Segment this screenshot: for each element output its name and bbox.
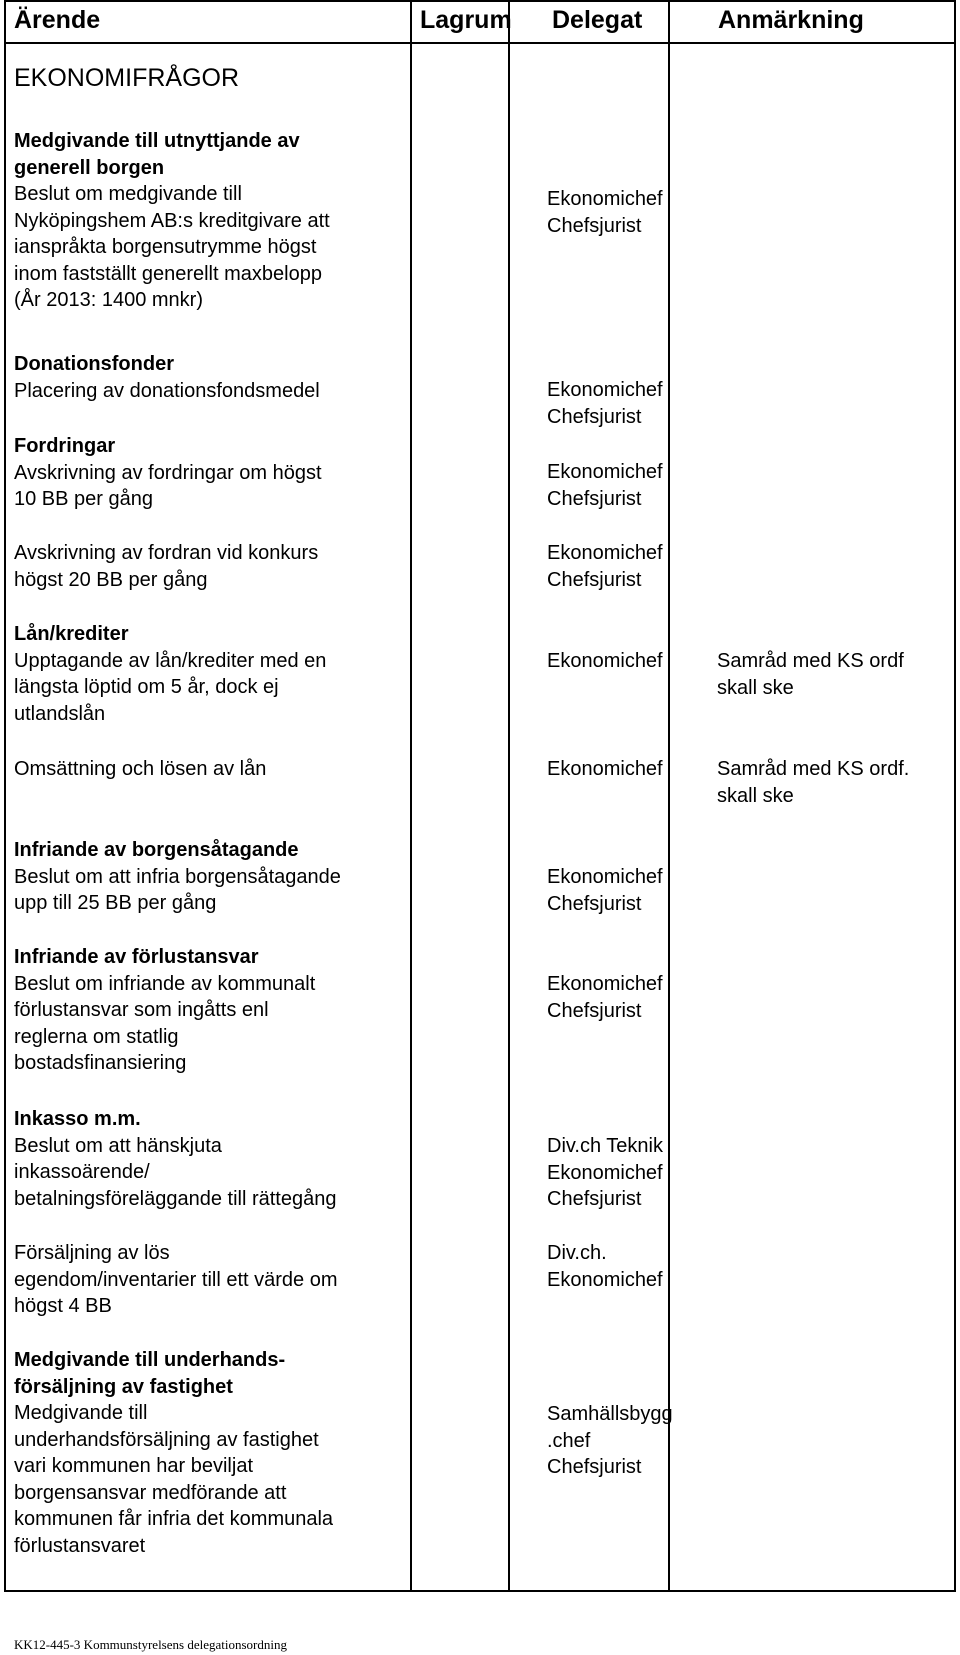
delegat-text: Chefsjurist (547, 487, 642, 510)
row-text: Placering av donationsfondsmedel (14, 379, 320, 402)
delegat-text: Ekonomichef (547, 379, 663, 401)
delegat-text: Ekonomichef (547, 461, 663, 483)
row-anmarkning (717, 756, 909, 809)
delegat-text: Ekonomichef (547, 1161, 663, 1184)
row-text: vari kommunen har beviljat (14, 1455, 253, 1477)
row-text: inom fastställt generellt maxbelopp (14, 262, 322, 285)
row-delegat (547, 459, 663, 512)
row-text: förlustansvaret (14, 1534, 146, 1557)
page-footer: KK12-445-3 Kommunstyrelsens delegationsordning (14, 1637, 287, 1652)
row-arende (14, 837, 341, 917)
delegat-text: Chefsjurist (547, 999, 642, 1022)
delegat-text: Samhällsbygg (547, 1403, 673, 1425)
row-title: Infriande av förlustansvar (14, 946, 259, 968)
row-delegat (547, 1133, 663, 1213)
anmarkning-text: skall ske (717, 676, 794, 699)
row-text: Nyköpingshem AB:s kreditgivare att (14, 209, 330, 232)
row-text: högst 20 BB per gång (14, 568, 208, 591)
delegat-text: Chefsjurist (547, 892, 642, 915)
row-arende (14, 1240, 338, 1320)
row-text: förlustansvar som ingåtts enl (14, 999, 269, 1021)
row-text: högst 4 BB (14, 1295, 112, 1317)
row-arende (14, 1347, 333, 1559)
delegat-text: Chefsjurist (547, 1188, 642, 1210)
row-text: Omsättning och lösen av lån (14, 758, 267, 780)
row-text: betalningsföreläggande till rättegång (14, 1187, 337, 1210)
row-delegat (547, 186, 663, 239)
row-text: upp till 25 BB per gång (14, 892, 217, 914)
delegat-text: Chefsjurist (547, 405, 642, 428)
row-text: Beslut om att hänskjuta (14, 1134, 222, 1157)
row-text: Medgivande till (14, 1402, 148, 1424)
row-arende (14, 944, 315, 1077)
row-arende (14, 433, 322, 513)
row-title: försäljning av fastighet (14, 1375, 233, 1398)
header-lagrum: Lagrum (420, 6, 512, 34)
row-arende (14, 621, 326, 727)
section-title: EKONOMIFRÅGOR (14, 64, 240, 92)
row-title: Inkasso m.m. (14, 1108, 141, 1130)
delegat-text: Ekonomichef (547, 542, 663, 564)
row-text: utlandslån (14, 702, 106, 725)
row-text: (År 2013: 1400 mnkr) (14, 289, 203, 311)
row-text: kommunen får infria det kommunala (14, 1508, 334, 1530)
row-delegat (547, 971, 663, 1024)
row-title: Fordringar (14, 435, 116, 457)
row-delegat (547, 864, 663, 917)
anmarkning-text: Samråd med KS ordf. (717, 758, 910, 780)
delegat-text: .chef (547, 1429, 591, 1452)
row-arende (14, 351, 320, 404)
row-text: borgensansvar medförande att (14, 1481, 287, 1504)
column-divider-2 (508, 0, 510, 1592)
delegat-text: Div.ch. (547, 1242, 607, 1264)
row-delegat (547, 756, 663, 783)
anmarkning-text: Samråd med KS ordf (717, 650, 904, 672)
column-divider-1 (410, 0, 412, 1592)
row-title: Medgivande till underhands- (14, 1349, 286, 1371)
row-anmarkning (717, 648, 904, 701)
header-anmarkning: Anmärkning (718, 6, 864, 34)
row-text: underhandsförsäljning av fastighet (14, 1428, 319, 1451)
delegat-text: Ekonomichef (547, 973, 663, 995)
row-title: Infriande av borgensåtagande (14, 839, 299, 861)
row-title: Donationsfonder (14, 353, 174, 375)
delegat-text: Chefsjurist (547, 1456, 642, 1478)
row-text: Försäljning av lös (14, 1242, 170, 1264)
delegat-text: Chefsjurist (547, 568, 642, 591)
header-delegat: Delegat (552, 6, 643, 34)
row-text: Beslut om att infria borgensåtagande (14, 865, 341, 888)
row-arende (14, 128, 330, 314)
row-text: egendom/inventarier till ett värde om (14, 1268, 338, 1291)
row-text: inkassoärende/ (14, 1161, 150, 1183)
header-divider (4, 42, 956, 44)
row-text: Avskrivning av fordringar om högst (14, 461, 322, 484)
delegat-text: Div.ch Teknik (547, 1135, 663, 1157)
row-delegat (547, 540, 663, 593)
row-arende (14, 756, 266, 783)
row-text: 10 BB per gång (14, 488, 153, 510)
row-text: ianspråkta borgensutrymme högst (14, 236, 317, 258)
delegat-text: Ekonomichef (547, 188, 663, 210)
row-title: Lån/krediter (14, 623, 129, 645)
row-text: Avskrivning av fordran vid konkurs (14, 542, 319, 564)
delegat-text: Ekonomichef (547, 650, 663, 672)
row-text: längsta löptid om 5 år, dock ej (14, 676, 279, 698)
row-text: Beslut om infriande av kommunalt (14, 972, 316, 995)
column-divider-3 (668, 0, 670, 1592)
row-delegat (547, 377, 663, 430)
delegat-text: Ekonomichef (547, 866, 663, 888)
delegat-text: Chefsjurist (547, 214, 642, 237)
row-arende (14, 540, 318, 593)
delegat-text: Ekonomichef (547, 758, 663, 780)
row-text: bostadsfinansiering (14, 1052, 187, 1074)
header-arende: Ärende (14, 6, 101, 34)
row-title: Medgivande till utnyttjande av (14, 130, 300, 152)
row-delegat (547, 1240, 663, 1293)
row-delegat (547, 1401, 673, 1481)
row-text: Upptagande av lån/krediter med en (14, 649, 327, 672)
row-text: reglerna om statlig (14, 1025, 179, 1048)
anmarkning-text: skall ske (717, 784, 794, 807)
row-arende (14, 1106, 336, 1212)
row-text: Beslut om medgivande till (14, 183, 242, 205)
row-title: generell borgen (14, 156, 165, 179)
row-delegat (547, 648, 663, 675)
delegat-text: Ekonomichef (547, 1268, 663, 1291)
